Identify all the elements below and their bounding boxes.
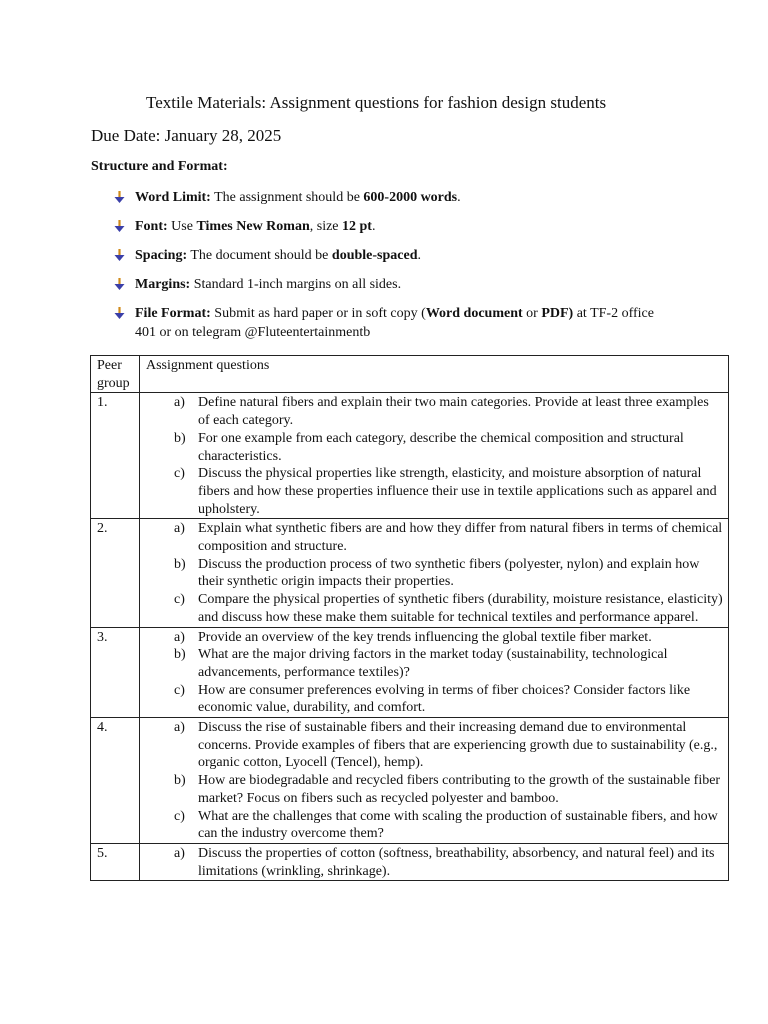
- table-row: [91, 519, 729, 627]
- arrow-bullet-icon: [113, 191, 126, 204]
- table-row: [91, 843, 729, 880]
- question-text: Define natural fibers and explain their two main categories. Provide at least three examples of each category.: [198, 395, 709, 429]
- question-item: [146, 591, 723, 626]
- format-item-text: Word document: [425, 306, 523, 321]
- table-row: [91, 718, 729, 844]
- question-letter: b): [174, 556, 186, 572]
- question-cell: [140, 627, 729, 718]
- question-cell: [140, 843, 729, 880]
- arrow-bullet-icon: [113, 278, 126, 291]
- format-list: [113, 188, 673, 352]
- question-text: How are biodegradable and recycled fibers contributing to the growth of the sustainable fiber market? Focus on fibers such as recycled polyester and bamboo.: [198, 773, 721, 806]
- assignment-table: [90, 355, 729, 881]
- question-cell: [140, 718, 729, 844]
- question-letter: c): [174, 592, 185, 608]
- format-item-label: Margins:: [135, 277, 191, 292]
- format-item: [113, 304, 673, 342]
- question-text: For one example from each category, describe the chemical composition and structural characteristics.: [198, 430, 684, 464]
- format-item: [113, 275, 673, 294]
- table-header-row: [91, 356, 729, 393]
- question-letter: a): [174, 395, 185, 411]
- question-letter: c): [174, 682, 185, 698]
- table-row: [91, 627, 729, 718]
- question-text: What are the challenges that come with scaling the production of sustainable fibers, and how can the industry overcome them?: [198, 808, 718, 842]
- question-list: [146, 845, 723, 880]
- question-letter: c): [174, 466, 185, 482]
- peer-group-number: 2.: [91, 519, 140, 627]
- format-item-text: Times New Roman: [196, 219, 310, 234]
- question-item: [146, 556, 723, 591]
- question-text: What are the major driving factors in the market today (sustainability, technological advancements, performance textiles)?: [198, 647, 668, 680]
- question-letter: a): [174, 629, 185, 645]
- question-letter: b): [174, 647, 186, 663]
- question-letter: b): [174, 430, 186, 446]
- question-text: Compare the physical properties of synthetic fibers (durability, moisture resistance, elasticity) and discuss how these make them suitable for technical textiles and performance apparel.: [198, 592, 723, 625]
- question-text: Discuss the production process of two synthetic fibers (polyester, nylon) and explain how their synthetic origin impacts their properties.: [198, 556, 700, 590]
- format-item-text: PDF): [541, 306, 574, 321]
- format-item-label: Font:: [135, 219, 168, 234]
- question-item: [146, 772, 723, 807]
- arrow-bullet-icon: [113, 220, 126, 233]
- question-item: [146, 465, 723, 518]
- format-item-text: double-spaced: [331, 248, 418, 263]
- question-letter: a): [174, 521, 185, 537]
- question-item: [146, 430, 723, 465]
- due-date: Due Date: January 28, 2025: [91, 126, 282, 145]
- question-cell: [140, 393, 729, 519]
- question-list: [146, 719, 723, 843]
- question-item: [146, 629, 723, 647]
- format-item-text: 600-2000 words: [363, 190, 458, 205]
- question-item: [146, 719, 723, 772]
- question-text: Explain what synthetic fibers are and how they differ from natural fibers in terms of chemical composition and structure.: [198, 521, 723, 555]
- question-item: [146, 520, 723, 555]
- arrow-bullet-icon: [113, 249, 126, 262]
- format-item-text: The assignment should be: [210, 190, 364, 205]
- format-item-text: at TF-2 office 401 or on telegram @Fluteentertainmentb: [135, 306, 654, 340]
- format-item: [113, 246, 673, 265]
- format-item-text: Submit as hard paper or in soft copy (: [210, 306, 426, 321]
- format-item-text: .: [417, 248, 421, 263]
- arrow-bullet-icon: [113, 307, 126, 320]
- header-peer-group: Peer group: [91, 356, 140, 393]
- question-text: Discuss the physical properties like strength, elasticity, and moisture absorption of natural fibers and how these properties influence their use in textile applications such as apparel and upholstery.: [198, 466, 717, 517]
- question-item: [146, 682, 723, 717]
- peer-group-number: 5.: [91, 843, 140, 880]
- question-list: [146, 394, 723, 518]
- question-item: [146, 394, 723, 429]
- format-item-text: 12 pt: [342, 219, 372, 234]
- format-item-text: The document should be: [187, 248, 332, 263]
- question-text: Provide an overview of the key trends influencing the global textile fiber market.: [198, 629, 652, 645]
- peer-group-number: 1.: [91, 393, 140, 519]
- question-cell: [140, 519, 729, 627]
- format-item-text: .: [371, 219, 376, 234]
- format-item-text: Use: [167, 219, 197, 234]
- question-list: [146, 520, 723, 626]
- header-assignment-questions: Assignment questions: [140, 356, 729, 393]
- question-letter: c): [174, 808, 185, 824]
- question-item: [146, 646, 723, 681]
- peer-group-number: 4.: [91, 718, 140, 844]
- question-letter: a): [174, 720, 185, 736]
- question-letter: a): [174, 845, 185, 861]
- structure-heading: Structure and Format:: [91, 159, 228, 174]
- question-text: Discuss the properties of cotton (softness, breathability, absorbency, and natural feel) and its limitations (wrinkling, shrinkage).: [198, 845, 715, 879]
- format-item-label: File Format:: [135, 306, 211, 321]
- format-item-text: , size: [309, 219, 343, 234]
- table-row: [91, 393, 729, 519]
- format-item-text: Standard 1-inch margins on all sides.: [190, 277, 402, 292]
- document-title: Textile Materials: Assignment questions for fashion design students: [146, 93, 607, 112]
- format-item-label: Word Limit:: [135, 190, 211, 205]
- question-text: How are consumer preferences evolving in terms of fiber choices? Consider factors like economic value, durability, and comfort.: [198, 682, 691, 716]
- question-item: [146, 845, 723, 880]
- question-list: [146, 629, 723, 718]
- format-item-label: Spacing:: [135, 248, 188, 263]
- format-item-text: .: [457, 190, 461, 205]
- question-text: Discuss the rise of sustainable fibers and their increasing demand due to environmental concerns. Provide examples of fibers that are experiencing growth due to sustainability (e.g., organic cotton, Lyocell (Tencel), hemp).: [198, 720, 718, 771]
- peer-group-number: 3.: [91, 627, 140, 718]
- question-letter: b): [174, 773, 186, 789]
- question-item: [146, 808, 723, 843]
- format-item-text: or: [522, 306, 542, 321]
- format-item: [113, 217, 673, 236]
- format-item: [113, 188, 673, 207]
